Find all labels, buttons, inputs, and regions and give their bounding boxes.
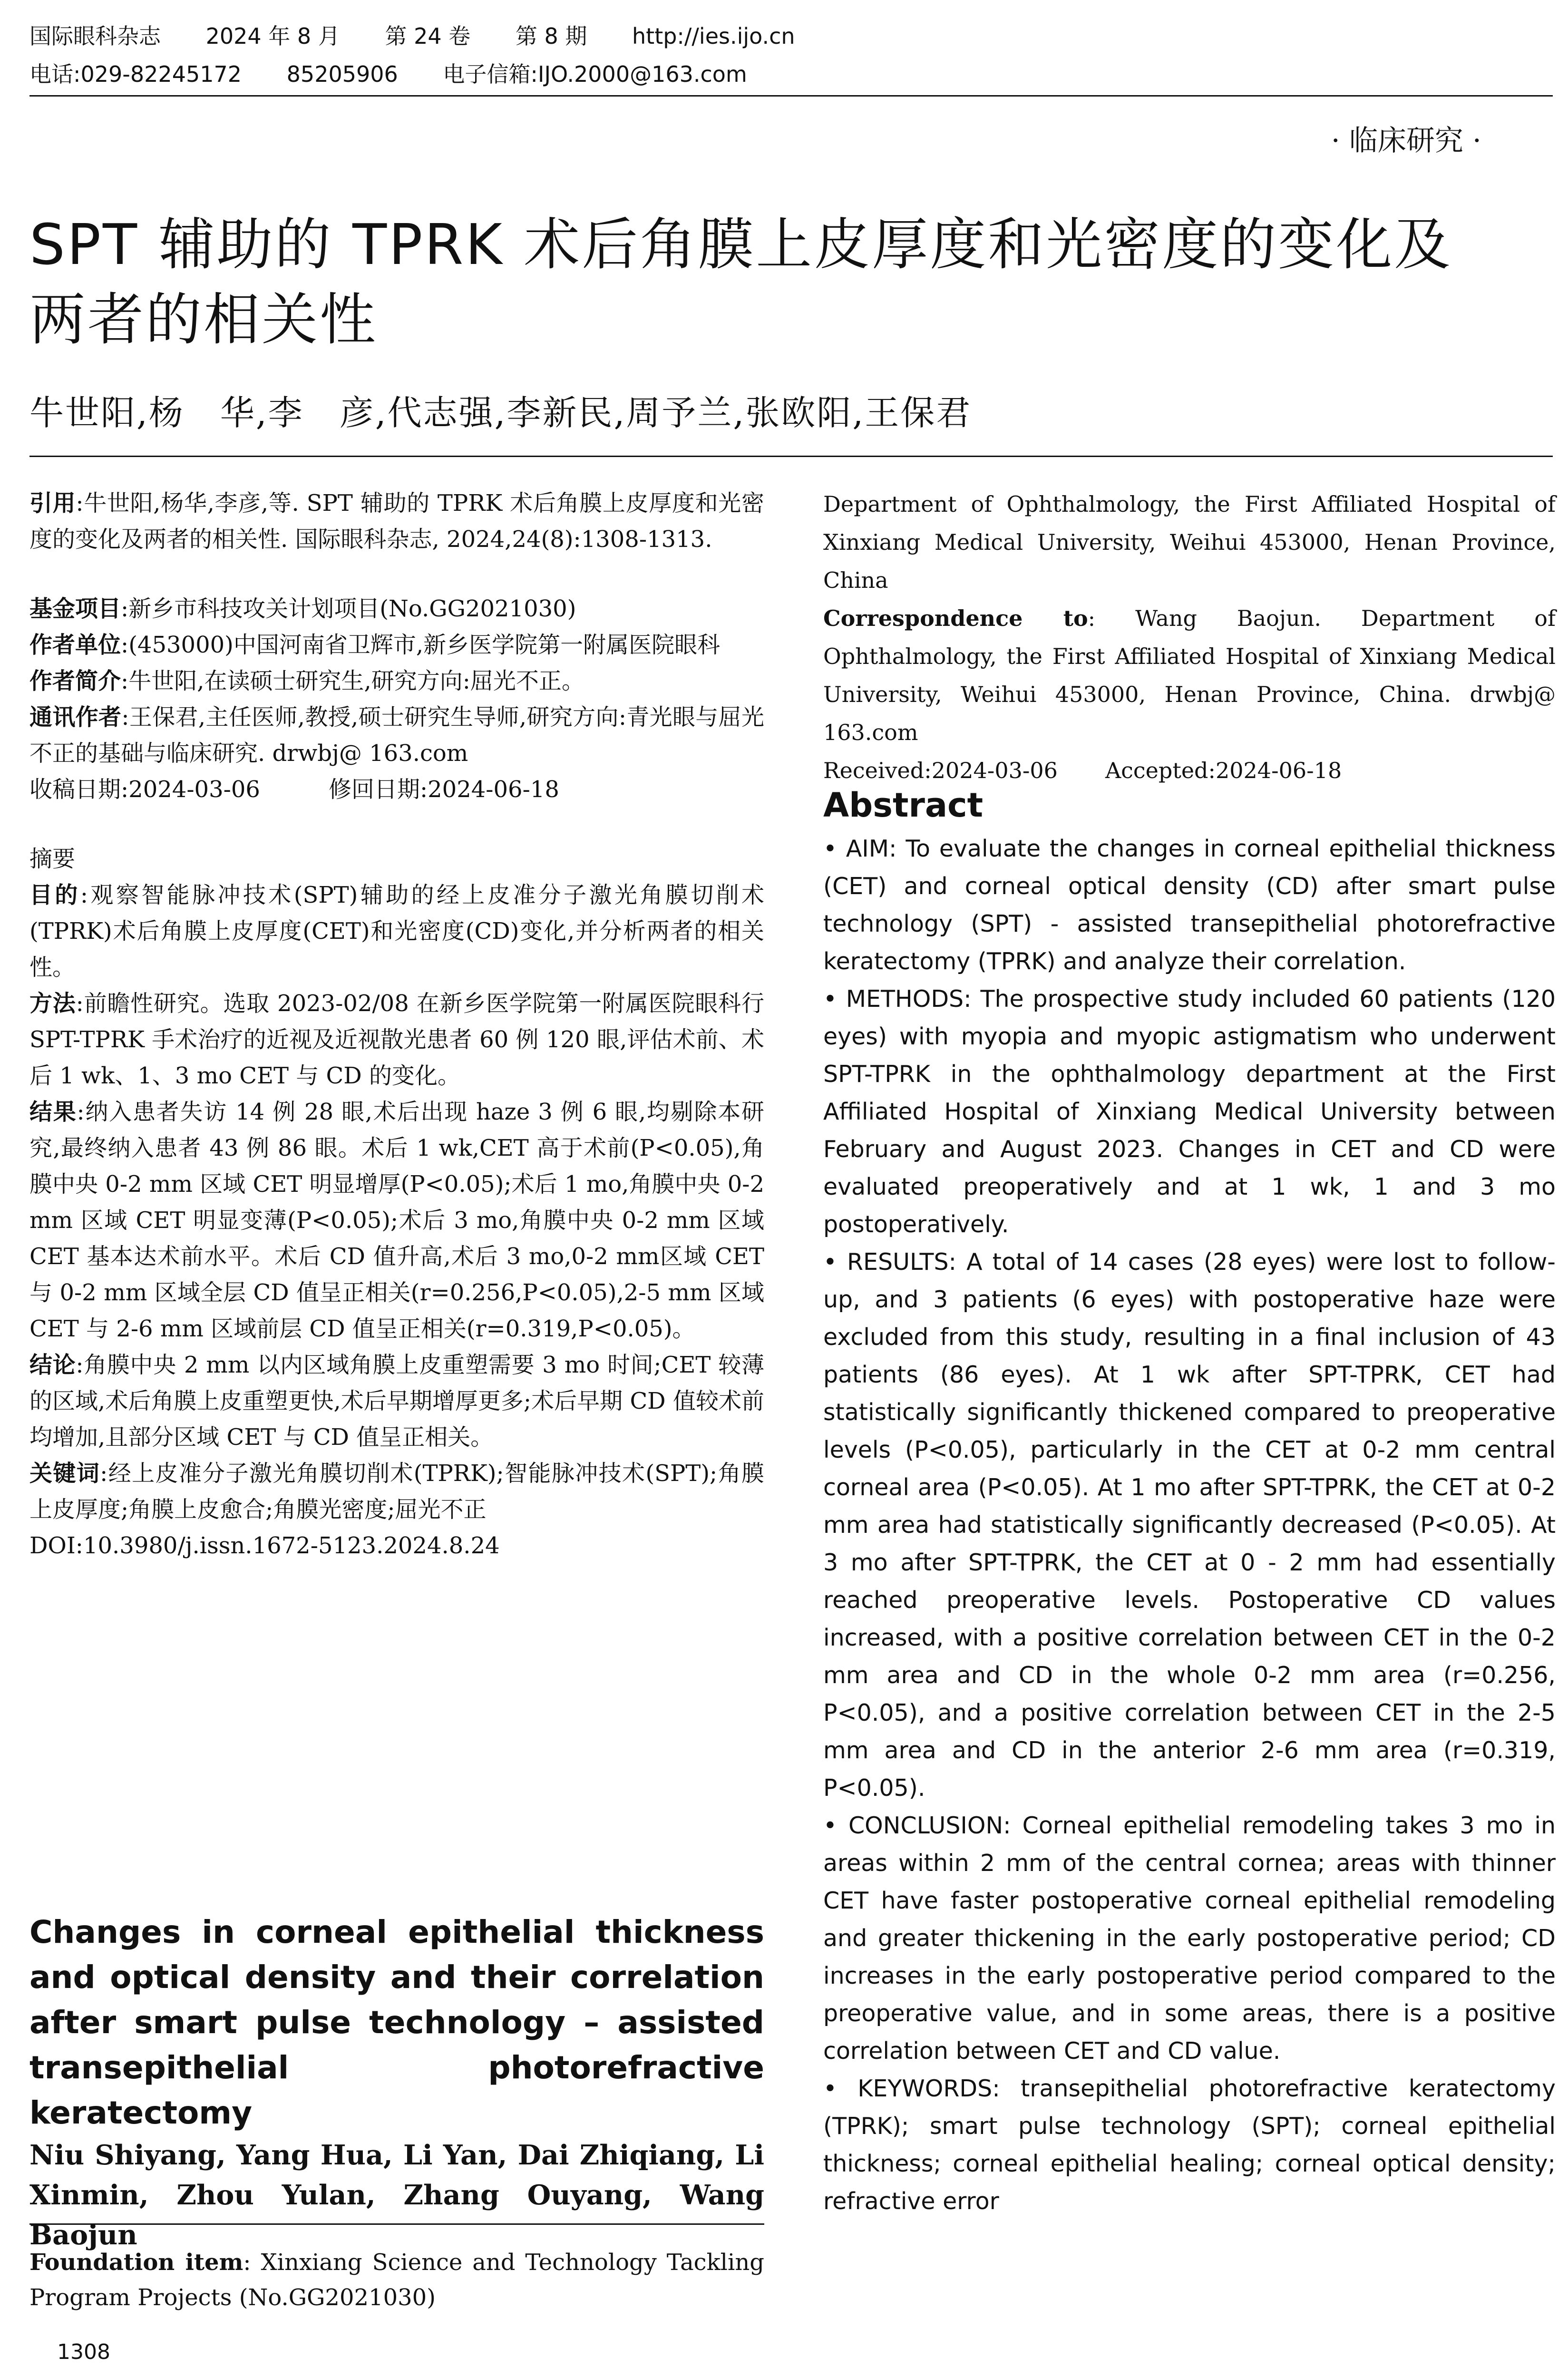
running-header-line2	[29, 57, 785, 88]
foundation-item-en: Foundation item: Xinxiang Science and Technology Tackling Program Projects (No.GG2021030)	[29, 2249, 764, 2311]
issue-date: 2024 年 8 月	[205, 23, 340, 49]
methods-cn: 方法:前瞻性研究。选取 2023-02/08 在新乡医学院第一附属医院眼科行 SPT-TPRK 手术治疗的近视及近视散光患者 60 例 120 眼,评估术前、术后 1 wk、1、3 mo CET 与 CD 的变化。	[29, 990, 764, 1089]
keywords-en: • KEYWORDS: transepithelial photorefractive keratectomy (TPRK); smart pulse technology (SPT); corneal epithelial thickness; corneal epithelial healing; corneal optical density; refractive error	[823, 2075, 1556, 2215]
aim-en: • AIM: To evaluate the changes in corneal epithelial thickness (CET) and corneal optical density (CD) after smart pulse technology (SPT) - assisted transepithelial photorefractive keratectomy (TPRK) and analyze their correlation.	[823, 835, 1556, 975]
abstract-en	[823, 830, 1556, 2220]
right-column-meta	[823, 485, 1556, 789]
authors-cn: 牛世阳,杨 华,李 彦,代志强,李新民,周予兰,张欧阳,王保君	[29, 393, 972, 433]
page-number: 1308	[57, 2340, 110, 2364]
author-unit: 作者单位:(453000)中国河南省卫辉市,新乡医学院第一附属医院眼科	[29, 632, 721, 658]
authors-en: Niu Shiyang, Yang Hua, Li Yan, Dai Zhiqiang, Li Xinmin, Zhou Yulan, Zhang Ouyang, Wang Baojun	[29, 2139, 764, 2251]
abstract-heading-en: Abstract	[823, 786, 984, 825]
footnote-rule	[29, 2223, 764, 2225]
title-rule	[29, 456, 1553, 457]
journal-phone: 电话:029-82245172	[29, 61, 242, 87]
journal-name: 国际眼科杂志	[29, 23, 161, 49]
results-cn: 结果:纳入患者失访 14 例 28 眼,术后出现 haze 3 例 6 眼,均剔除本研究,最终纳入患者 43 例 86 眼。术后 1 wk,CET 高于术前(P<0.05),角膜中央 0-2 mm 区域 CET 明显增厚(P<0.05);术后 1 mo,角膜中央 0-2 mm 区域 CET 明显变薄(P<0.05);术后 3 mo,角膜中央 0-2 mm 区域 CET 基本达术前水平。术后 CD 值升高,术后 3 mo,0-2 mm区域 CET 与 0-2 mm 区域全层 CD 值呈正相关(r=0.256,P<0.05),2-5 mm 区域 CET 与 2-6 mm 区域前层 CD 值呈正相关(r=0.319,P<0.05)。	[29, 1099, 764, 1342]
fund: 基金项目:新乡市科技攻关计划项目(No.GG2021030)	[29, 595, 576, 622]
correspondence-en: Correspondence to: Wang Baojun. Department of Ophthalmology, the First Affiliated Hospital of Xinxiang Medical University, Weihui 453000, Henan Province, China. drwbj@ 163.com	[823, 605, 1556, 745]
affiliation-en: Department of Ophthalmology, the First Affiliated Hospital of Xinxiang Medical University, Weihui 453000, Henan Province, China	[823, 491, 1556, 593]
volume: 第 24 卷	[385, 23, 471, 49]
header-rule	[29, 95, 1553, 97]
methods-en: • METHODS: The prospective study included 60 patients (120 eyes) with myopia and myopic astigmatism who underwent SPT-TPRK in the ophthalmology department at the First Affiliated Hospital of Xinxiang Medical University between February and August 2023. Changes in CET and CD were evaluated preoperatively and at 1 wk, 1 and 3 mo postoperatively.	[823, 985, 1556, 1238]
article-title-en: Changes in corneal epithelial thickness and optical density and their correlation after smart pulse technology – assisted transepithelial photorefractive keratectomy	[29, 1914, 764, 2131]
issue-number: 第 8 期	[515, 23, 587, 49]
results-en: • RESULTS: A total of 14 cases (28 eyes) were lost to follow-up, and 3 patients (6 eyes) with postoperative haze were excluded from this study, resulting in a final inclusion of 43 patients (86 eyes). At 1 wk after SPT-TPRK, CET had statistically significantly thickened compared to preoperative levels (P<0.05), particularly in the CET at 0-2 mm central corneal area (P<0.05). At 1 mo after SPT-TPRK, the CET at 0-2 mm area had statistically significantly decreased (P<0.05). At 3 mo after SPT-TPRK, the CET at 0 - 2 mm had essentially reached preoperative levels. Postoperative CD values increased, with a positive correlation between CET in the 0-2 mm area and CD in the whole 0-2 mm area (r=0.256, P<0.05), and a positive correlation between CET in the 2-5 mm area and CD in the anterior 2-6 mm area (r=0.319, P<0.05).	[823, 1248, 1556, 1802]
dates-cn: 收稿日期:2024-03-06 修回日期:2024-06-18	[29, 776, 559, 803]
conclusion-cn: 结论:角膜中央 2 mm 以内区域角膜上皮重塑需要 3 mo 时间;CET 较薄的区域,术后角膜上皮重塑更快,术后早期增厚更多;术后早期 CD 值较术前均增加,且部分区域 CET 与 CD 值呈正相关。	[29, 1352, 764, 1451]
citation: 引用:牛世阳,杨华,李彦,等. SPT 辅助的 TPRK 术后角膜上皮厚度和光密度的变化及两者的相关性. 国际眼科杂志, 2024,24(8):1308-1313.	[29, 490, 764, 553]
dates-en: Received:2024-03-06 Accepted:2024-06-18	[823, 758, 1342, 783]
journal-url[interactable]: http://ies.ijo.cn	[632, 23, 795, 49]
article-title-cn: SPT 辅助的 TPRK 术后角膜上皮厚度和光密度的变化及 两者的相关性	[29, 212, 1452, 352]
corresponding-author: 通讯作者:王保君,主任医师,教授,硕士研究生导师,研究方向:青光眼与屈光不正的基础与临床研究. drwbj@ 163.com	[29, 704, 764, 767]
keywords-cn: 关键词:经上皮准分子激光角膜切削术(TPRK);智能脉冲技术(SPT);角膜上皮厚度;角膜上皮愈合;角膜光密度;屈光不正	[29, 1460, 764, 1523]
journal-email[interactable]: 电子信箱:IJO.2000@163.com	[443, 61, 747, 87]
aim-cn: 目的:观察智能脉冲技术(SPT)辅助的经上皮准分子激光角膜切削术(TPRK)术后角膜上皮厚度(CET)和光密度(CD)变化,并分析两者的相关性。	[29, 882, 764, 981]
running-header-line1	[29, 19, 833, 50]
conclusion-en: • CONCLUSION: Corneal epithelial remodeling takes 3 mo in areas within 2 mm of the central cornea; areas with thinner CET have faster postoperative corneal epithelial remodeling and greater thickening in the early postoperative period; CD increases in the early postoperative period compared to the preoperative value, and in some areas, there is a positive correlation between CET and CD value.	[823, 1812, 1556, 2065]
left-column-cn	[29, 485, 764, 1564]
author-bio: 作者简介:牛世阳,在读硕士研究生,研究方向:屈光不正。	[29, 668, 584, 694]
abstract-heading-cn: 摘要	[29, 846, 76, 872]
journal-phone-2: 85205906	[286, 61, 398, 87]
section-tag: · 临床研究 ·	[1331, 124, 1481, 157]
doi[interactable]: DOI:10.3980/j.issn.1672-5123.2024.8.24	[29, 1532, 500, 1559]
